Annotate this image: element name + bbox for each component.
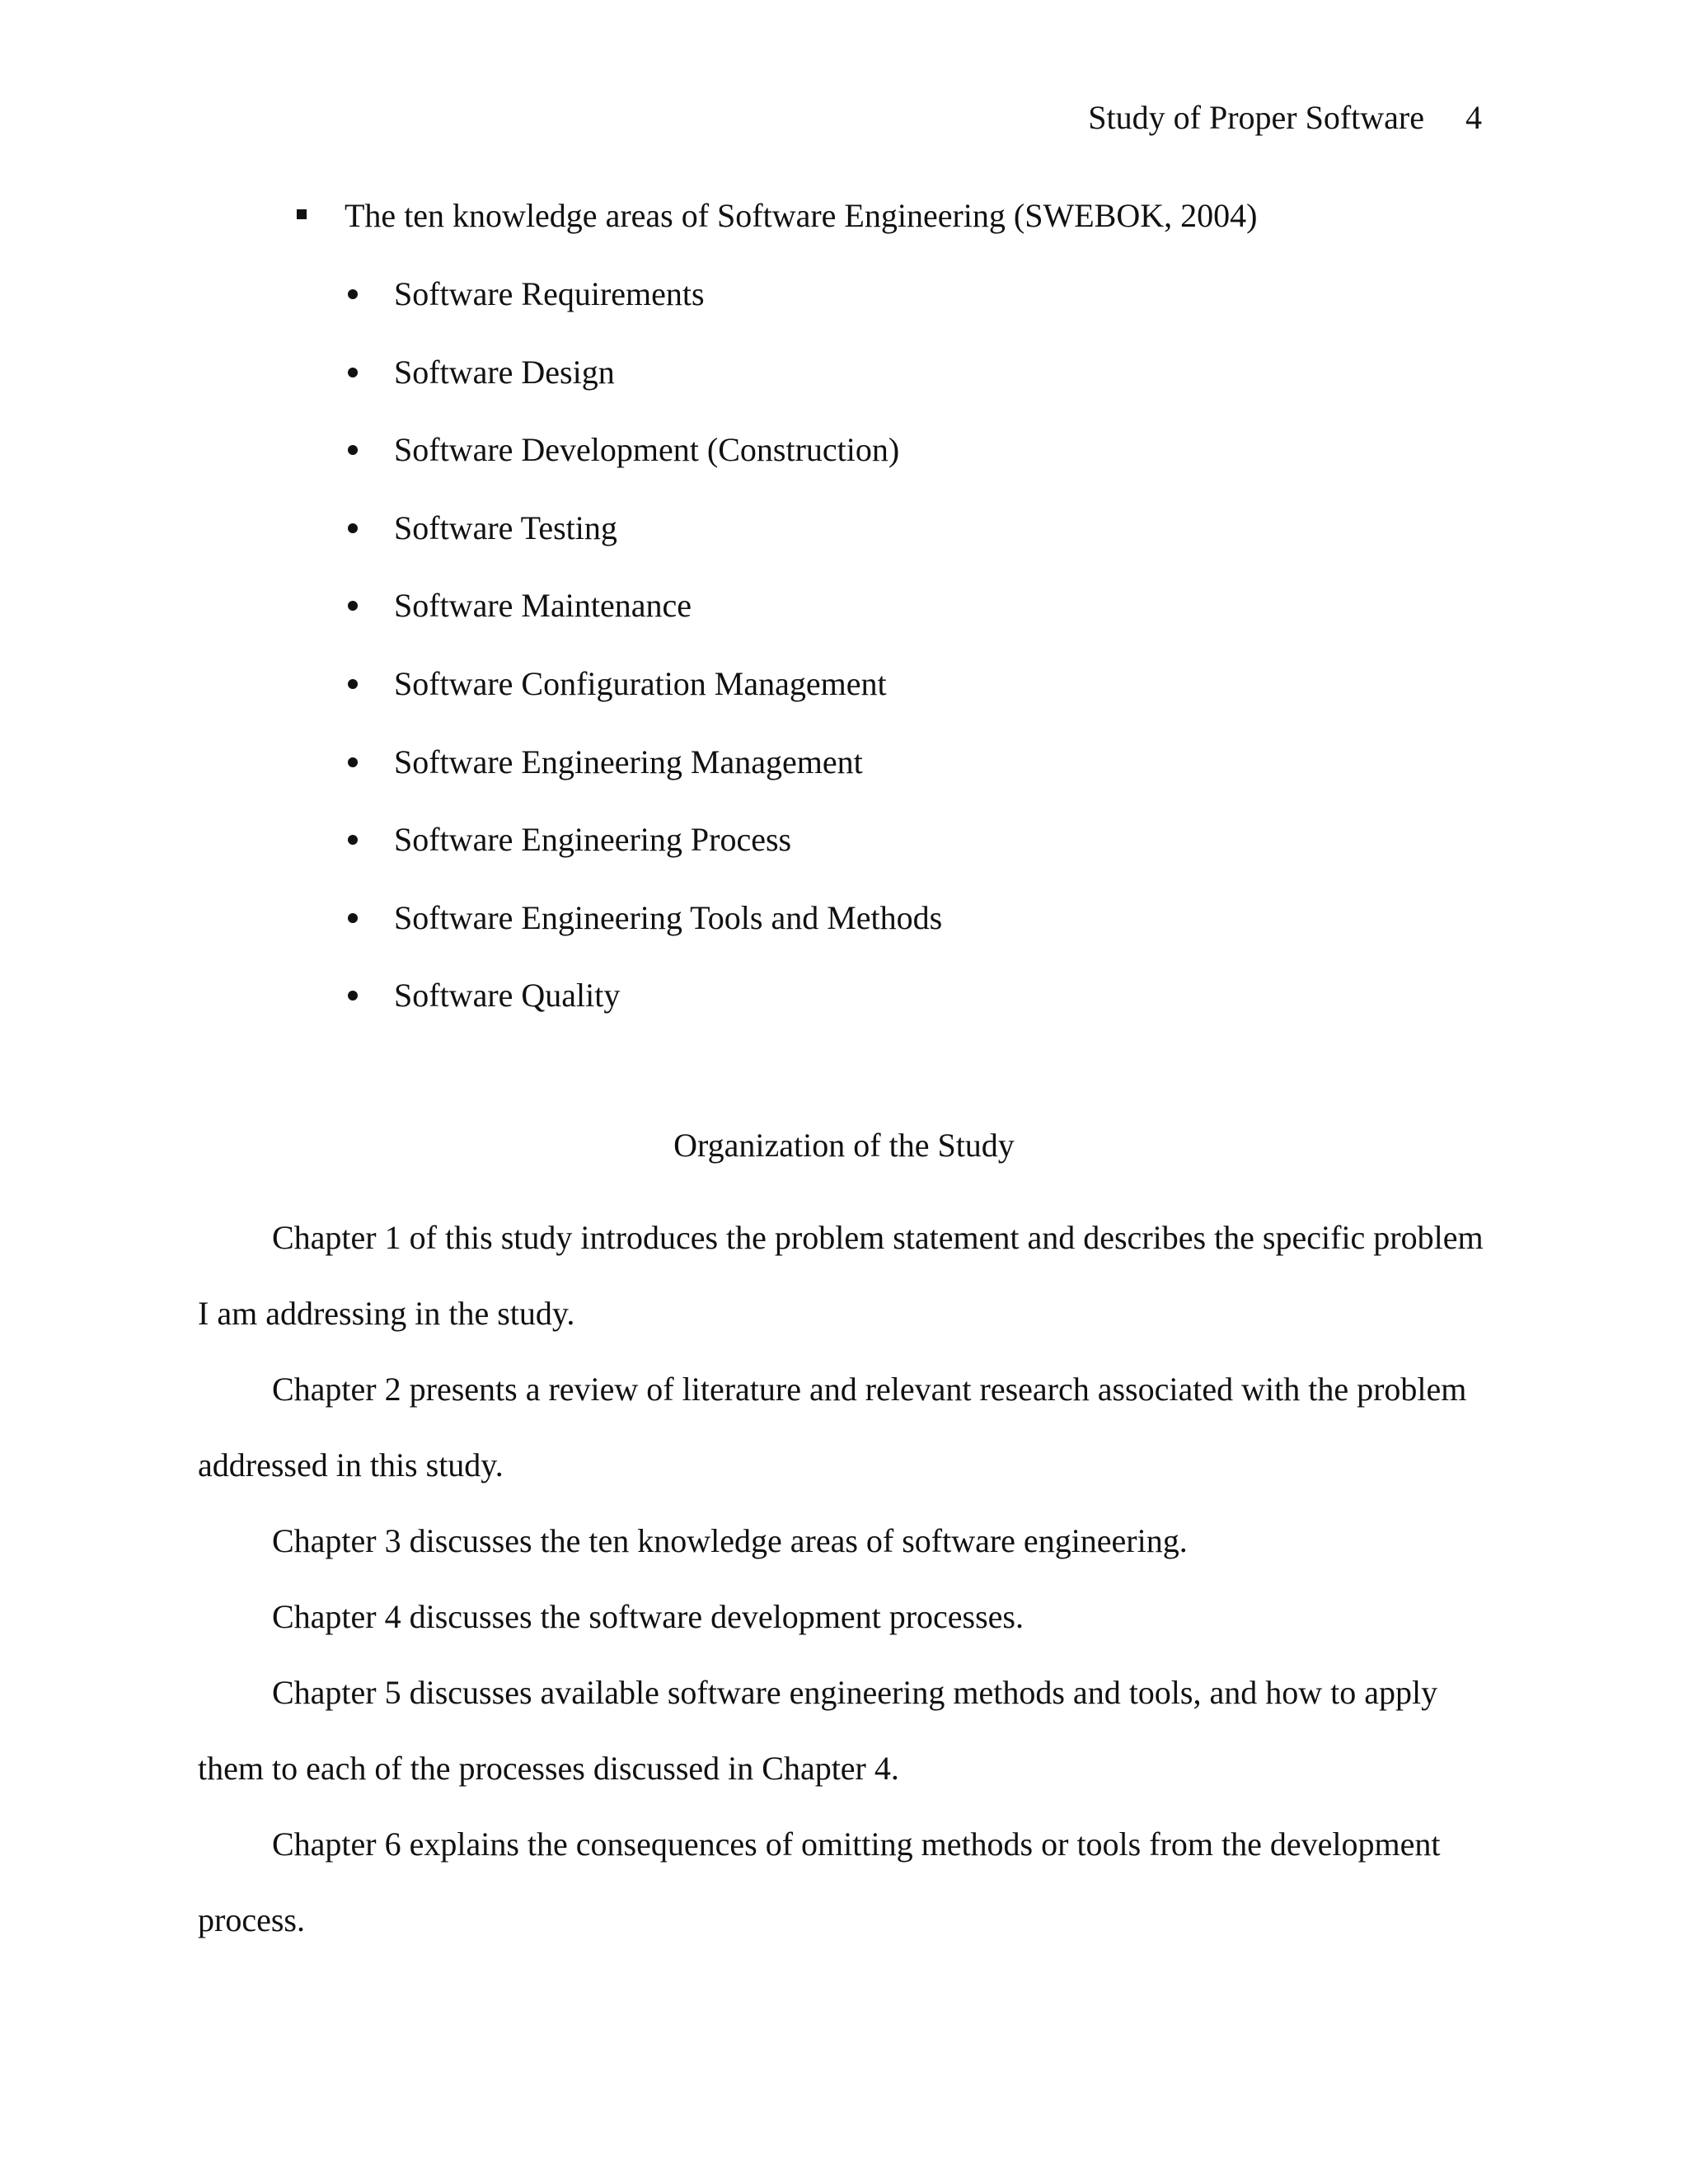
- paragraph: Chapter 2 presents a review of literature and relevant research associated with the problem addressed in this study.: [198, 1371, 1467, 1483]
- bullet-dot-icon: [348, 523, 358, 533]
- bullet-dot-icon: [348, 679, 358, 689]
- bullet-dot-icon: [348, 601, 358, 611]
- bullet-dot-icon: [348, 289, 358, 299]
- list-item-label: Software Maintenance: [394, 587, 692, 625]
- running-title: Study of Proper Software: [1088, 99, 1424, 136]
- list-item-label: Software Requirements: [394, 275, 705, 312]
- bullet-dot-icon: [348, 757, 358, 767]
- running-head: [1088, 97, 1482, 138]
- paragraph: Chapter 1 of this study introduces the problem statement and describes the specific problem I am addressing in the study.: [198, 1219, 1484, 1332]
- page-number: 4: [1465, 99, 1482, 136]
- list-item-label: Software Design: [394, 353, 615, 391]
- list-item-label: Software Development (Construction): [394, 431, 900, 469]
- list-item-label: Software Configuration Management: [394, 664, 887, 702]
- bullet-dot-icon: [348, 991, 358, 1001]
- paragraph: Chapter 4 discusses the software development processes.: [272, 1598, 1024, 1635]
- list-item-label: Software Testing: [394, 509, 617, 546]
- list-item-label: Software Quality: [394, 977, 621, 1015]
- bullet-dot-icon: [348, 368, 358, 377]
- list-item-label: Software Engineering Process: [394, 821, 792, 859]
- bullet-dot-icon: [348, 913, 358, 923]
- bullet-dot-icon: [348, 835, 358, 845]
- square-bullet-icon: [297, 209, 307, 219]
- main-bullet-text: The ten knowledge areas of Software Engineering (SWEBOK, 2004): [345, 197, 1258, 234]
- paragraph: Chapter 5 discusses available software engineering methods and tools, and how to apply them to each of the processes discussed in Chapter 4.: [198, 1674, 1438, 1787]
- section-body: [198, 1200, 1484, 1958]
- paragraph: Chapter 3 discusses the ten knowledge areas of software engineering.: [272, 1522, 1188, 1559]
- paragraph: Chapter 6 explains the consequences of omitting methods or tools from the development process.: [198, 1825, 1441, 1938]
- list-item-label: Software Engineering Management: [394, 743, 863, 780]
- bullet-dot-icon: [348, 445, 358, 455]
- section-heading: Organization of the Study: [673, 1127, 1015, 1164]
- list-item-label: Software Engineering Tools and Methods: [394, 898, 943, 936]
